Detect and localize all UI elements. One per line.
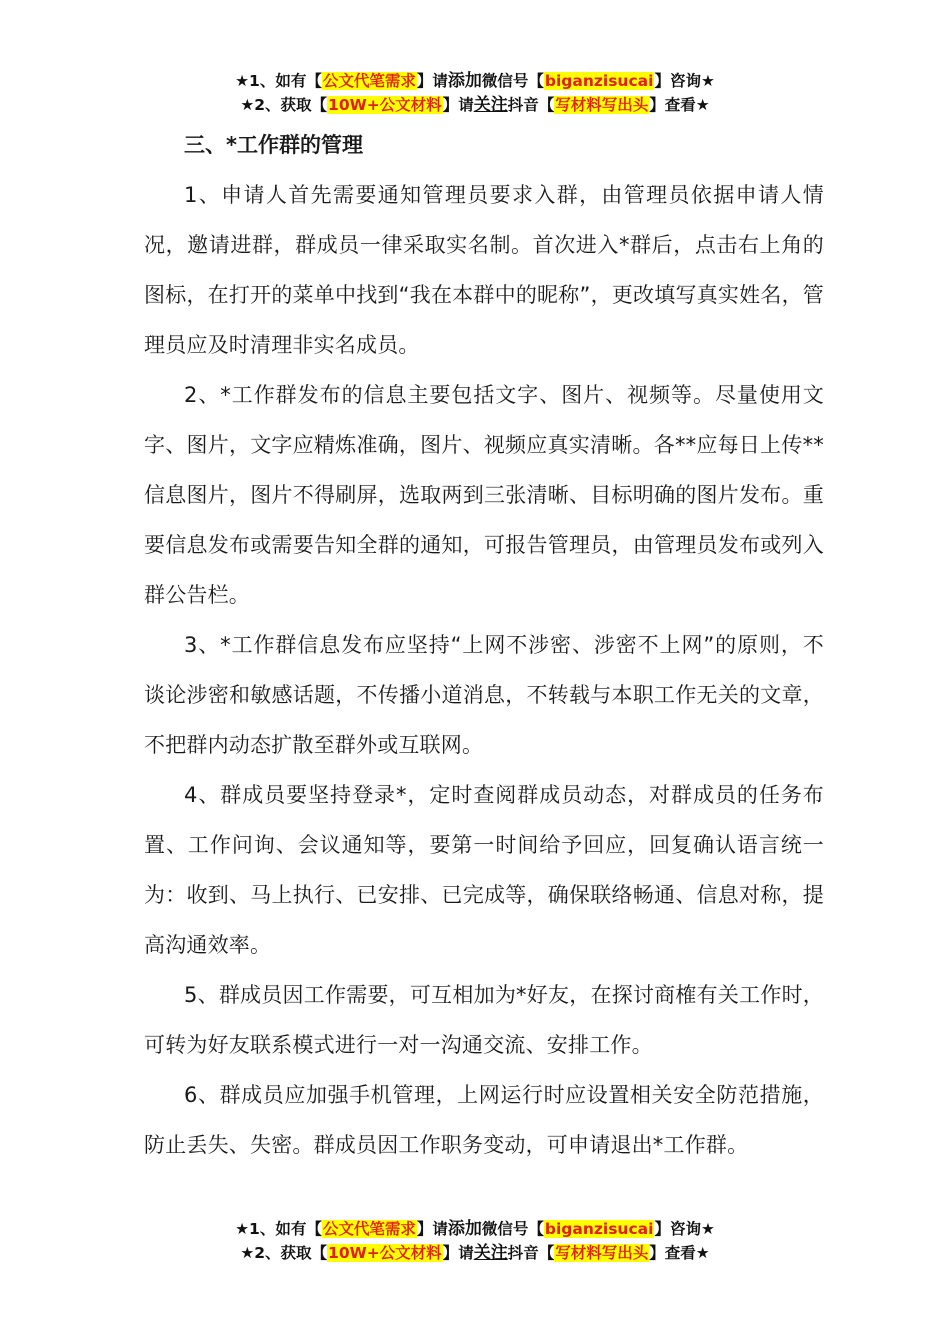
paragraph-4: 4、群成员要坚持登录*，定时查阅群成员动态，对群成员的任务布置、工作问询、会议通知等，要第一时间给予回应，回复确认语言统一为：收到、马上执行、已安排、已完成等，确保联络畅通、信息对称，提高沟通效率。 bbox=[144, 783, 824, 957]
banner-text: 微信号【 bbox=[481, 1220, 544, 1238]
paragraph-6: 6、群成员应加强手机管理，上网运行时应设置相关安全防范措施，防止丢失、失密。群成员因工作职务变动，可申请退出*工作群。 bbox=[144, 1083, 824, 1157]
banner-highlight: 公文代笔需求 bbox=[322, 1220, 416, 1238]
banner-text: 抖音【 bbox=[507, 1244, 555, 1262]
banner-highlight: 10W+公文材料 bbox=[328, 96, 442, 114]
banner-highlight: 写材料写出头 bbox=[555, 1244, 649, 1262]
banner-text: 】请 bbox=[442, 96, 474, 114]
banner-highlight: biganzisucai bbox=[544, 1220, 654, 1238]
banner-highlight: 10W+公文材料 bbox=[328, 1244, 442, 1262]
header-banner bbox=[0, 69, 950, 117]
banner-line-1 bbox=[0, 69, 950, 93]
banner-text: 】查看★ bbox=[649, 1244, 710, 1262]
banner-text: ★2、获取【 bbox=[240, 96, 328, 114]
banner-text: 】请 bbox=[442, 1244, 474, 1262]
banner-emphasis: 关注 bbox=[473, 95, 508, 115]
paragraph-2: 2、*工作群发布的信息主要包括文字、图片、视频等。尽量使用文字、图片，文字应精炼准确，图片、视频应真实清晰。各**应每日上传**信息图片，图片不得刷屏，选取两到三张清晰、目标明确的图片发布。重要信息发布或需要告知全群的通知，可报告管理员，由管理员发布或列入群公告栏。 bbox=[144, 383, 824, 607]
paragraph-5: 5、群成员因工作需要，可互相加为*好友，在探讨商榷有关工作时，可转为好友联系模式进行一对一沟通交流、安排工作。 bbox=[144, 983, 824, 1057]
banner-text: 】请 bbox=[416, 72, 448, 90]
banner-text: 】查看★ bbox=[649, 96, 710, 114]
paragraph-3: 3、*工作群信息发布应坚持“上网不涉密、涉密不上网”的原则，不谈论涉密和敏感话题，不传播小道消息，不转载与本职工作无关的文章，不把群内动态扩散至群外或互联网。 bbox=[144, 633, 824, 757]
banner-text: 】咨询★ bbox=[654, 1220, 715, 1238]
banner-emphasis: 关注 bbox=[473, 1243, 508, 1263]
section-heading: 三、*工作群的管理 bbox=[184, 133, 363, 157]
banner-highlight: biganzisucai bbox=[544, 72, 654, 90]
banner-text: ★1、如有【 bbox=[235, 72, 322, 90]
document-body bbox=[144, 120, 824, 1170]
banner-line-2 bbox=[0, 1241, 950, 1265]
banner-emphasis: 添加 bbox=[447, 1219, 482, 1239]
banner-line-1 bbox=[0, 1217, 950, 1241]
banner-text: 】请 bbox=[416, 1220, 448, 1238]
banner-line-2 bbox=[0, 93, 950, 117]
banner-highlight: 写材料写出头 bbox=[555, 96, 649, 114]
banner-text: 微信号【 bbox=[481, 72, 544, 90]
banner-text: ★1、如有【 bbox=[235, 1220, 322, 1238]
banner-text: 】咨询★ bbox=[654, 72, 715, 90]
banner-emphasis: 添加 bbox=[447, 71, 482, 91]
footer-banner bbox=[0, 1217, 950, 1265]
paragraph-1: 1、申请人首先需要通知管理员要求入群，由管理员依据申请人情况，邀请进群，群成员一律采取实名制。首次进入*群后，点击右上角的图标，在打开的菜单中找到“我在本群中的昵称”，更改填写真实姓名，管理员应及时清理非实名成员。 bbox=[144, 183, 824, 357]
banner-text: ★2、获取【 bbox=[240, 1244, 328, 1262]
banner-highlight: 公文代笔需求 bbox=[322, 72, 416, 90]
banner-text: 抖音【 bbox=[507, 96, 555, 114]
